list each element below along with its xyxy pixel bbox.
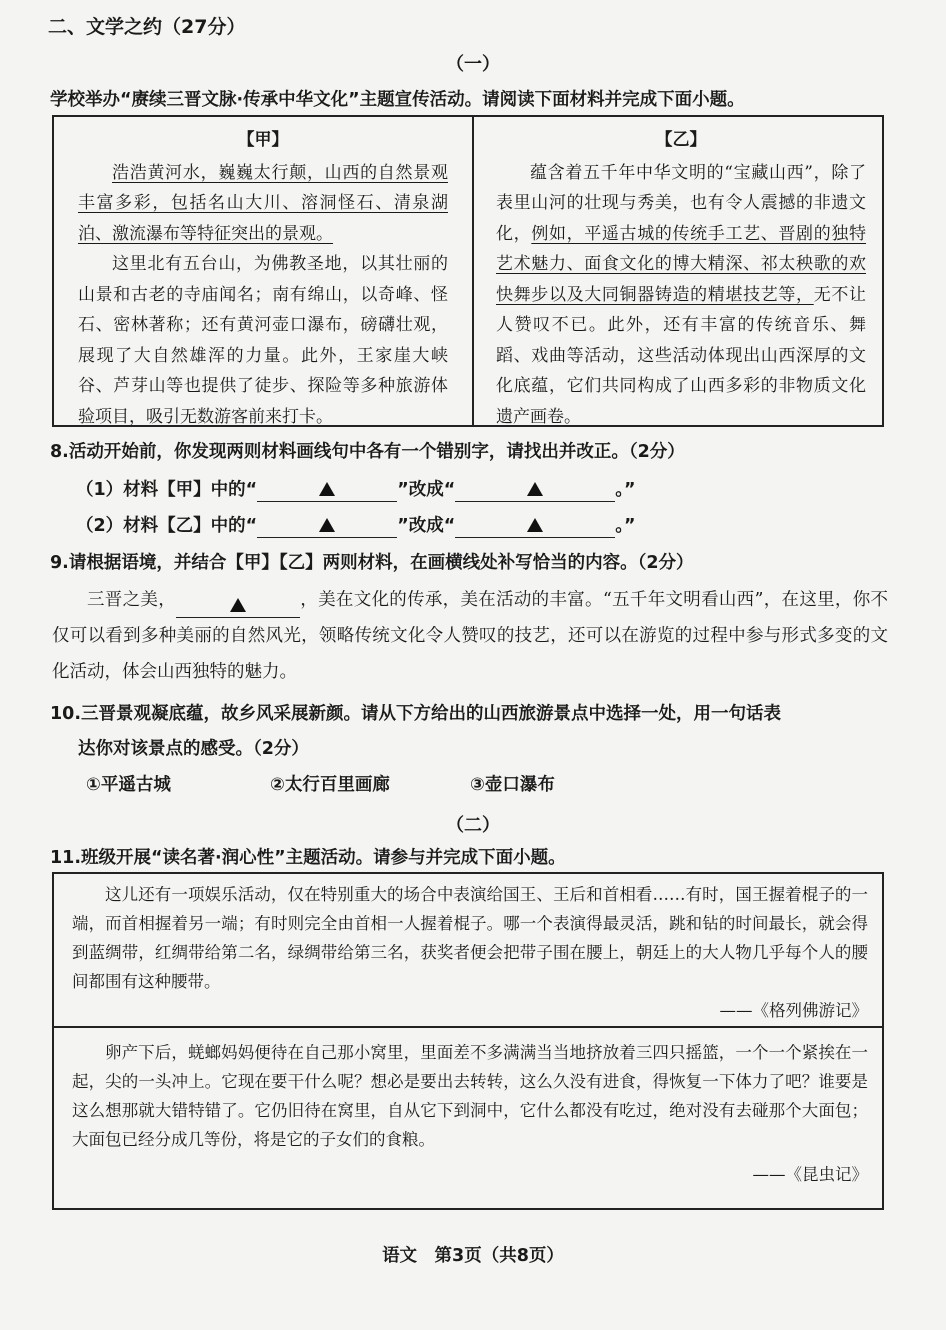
q8-line2 — [76, 514, 635, 538]
answer-blank-correct-char-1[interactable] — [455, 481, 615, 502]
triangle-marker-icon — [230, 598, 246, 612]
page-footer: 语文 第3页（共8页） — [382, 1246, 564, 1266]
material-yi-text-after: 无不让人赞叹不已。此外，还有丰富的传统音乐、舞蹈、戏曲等活动，这些活动体现出山西深厚的文化底蕴，它们共同构成了山西多彩的非物质文化遗产画卷。 — [496, 284, 867, 427]
q9-text-after: ，美在文化的传承，美在活动的丰富。“五千年文明看山西”，在这里，你不仅可以看到多种美丽的自然风光，领略传统文化令人赞叹的技艺，还可以在游览的过程中参与形式多变的文化活动，体会山西独特的魅力。 — [52, 590, 889, 682]
excerpt-gulliver — [72, 880, 868, 1025]
material-jia-heading: 【甲】 — [237, 130, 289, 150]
excerpt-gulliver-source: ——《格列佛游记》 — [719, 1001, 868, 1020]
q10-stem-line1: 10.三晋景观凝底蕴，故乡风采展新颜。请从下方给出的山西旅游景点中选择一处，用一句话表 — [50, 704, 781, 724]
intro-text: 学校举办“赓续三晋文脉·传承中华文化”主题宣传活动。请阅读下面材料并完成下面小题。 — [50, 90, 745, 110]
material-yi-text-before: 蕴含着五千年中华文明的“宝藏山西”，除了表里山河的壮现与秀美，也有令人震撼的非遗文化， — [496, 162, 866, 244]
material-yi-heading: 【乙】 — [655, 130, 707, 150]
excerpt-insects — [72, 1038, 868, 1189]
q10-option-1: ①平遥古城 — [86, 775, 171, 795]
q8-line2-mid: ”改成“ — [397, 516, 456, 536]
excerpts-box — [52, 872, 884, 1210]
part1-label: （一） — [446, 54, 500, 75]
excerpt-gulliver-text: 这儿还有一项娱乐活动，仅在特别重大的场合中表演给国王、王后和首相看……有时，国王握着棍子的一端，而首相握着另一端；有时则完全由首相一人握着棍子。哪一个表演得最灵活，跳和钻的时间最长，就会得到蓝绸带，红绸带给第二名，绿绸带给第三名，获奖者便会把带子围在腰上，朝廷上的大人物几乎每个人的腰间都围有这种腰带。 — [72, 885, 868, 991]
section-title: 二、文学之约（27分） — [48, 16, 246, 38]
column-divider — [472, 117, 474, 425]
q10-option-3: ③壶口瀑布 — [470, 775, 555, 795]
q9-text-before: 三晋之美， — [87, 590, 176, 610]
q8-line1-end: 。” — [615, 480, 636, 500]
underlined-sentence-yi: 例如，平遥古城的传统手工艺、晋剧的独特艺术魅力、面食文化的博大精深、祁太秧歌的欢快舞步以及大同铜器铸造的精堪技艺等， — [496, 223, 867, 305]
q8-line2-end: 。” — [615, 516, 636, 536]
answer-blank-wrong-char-2[interactable] — [257, 517, 397, 538]
material-jia-p2: 这里北有五台山，为佛教圣地，以其壮丽的山景和古老的寺庙闻名；南有绵山，以奇峰、怪石、密林著称；还有黄河壶口瀑布，磅礴壮观，展现了大自然雄浑的力量。此外，王家崖大峡谷、芦芽山等也提供了徒步、探险等多种旅游体验项目，吸引无数游客前来打卡。 — [78, 254, 448, 427]
triangle-marker-icon — [319, 482, 335, 496]
part2-label: （二） — [446, 815, 500, 836]
materials-box — [52, 115, 884, 427]
material-yi — [496, 125, 866, 432]
q10-option-2: ②太行百里画廊 — [270, 775, 390, 795]
answer-blank-wrong-char-1[interactable] — [257, 481, 397, 502]
excerpt-insects-source: ——《昆虫记》 — [752, 1165, 868, 1184]
answer-blank-correct-char-2[interactable] — [455, 517, 615, 538]
triangle-marker-icon — [527, 518, 543, 532]
underlined-sentence-jia: 浩浩黄河水，巍巍太行颠，山西的自然景观丰富多彩，包括名山大川、溶洞怪石、清泉湖泊、激流瀑布等特征突出的景观。 — [78, 162, 448, 244]
excerpt-insects-text: 卵产下后，蜣螂妈妈便待在自己那小窝里，里面差不多满满当当地挤放着三四只摇篮，一个一个紧挨在一起，尖的一头冲上。它现在要干什么呢？想必是要出去转转，这么久没有进食，得恢复一下体力了吧？谁要是这么想那就大错特错了。它仍旧待在窝里，自从它下到洞中，它什么都没有吃过，绝对没有去碰那个大面包；大面包已经分成几等份，将是它的子女们的食粮。 — [72, 1043, 868, 1149]
material-jia — [78, 125, 448, 432]
q8-line1 — [76, 478, 635, 502]
triangle-marker-icon — [527, 482, 543, 496]
q10-stem-line2: 达你对该景点的感受。（2分） — [78, 739, 309, 759]
q9-stem: 9.请根据语境，并结合【甲】【乙】两则材料，在画横线处补写恰当的内容。（2分） — [50, 553, 694, 573]
triangle-marker-icon — [319, 518, 335, 532]
excerpt-divider — [54, 1026, 882, 1028]
q9-paragraph — [52, 582, 888, 690]
q8-line2-prefix: （2）材料【乙】中的“ — [76, 516, 258, 536]
material-yi-p1 — [496, 158, 866, 433]
answer-blank-q9[interactable] — [176, 597, 300, 618]
q8-line1-prefix: （1）材料【甲】中的“ — [76, 480, 258, 500]
q11-stem: 11.班级开展“读名著·润心性”主题活动。请参与并完成下面小题。 — [50, 848, 566, 868]
q8-stem: 8.活动开始前，你发现两则材料画线句中各有一个错别字，请找出并改正。（2分） — [50, 442, 685, 462]
material-jia-p1 — [78, 158, 448, 250]
q8-line1-mid: ”改成“ — [397, 480, 456, 500]
